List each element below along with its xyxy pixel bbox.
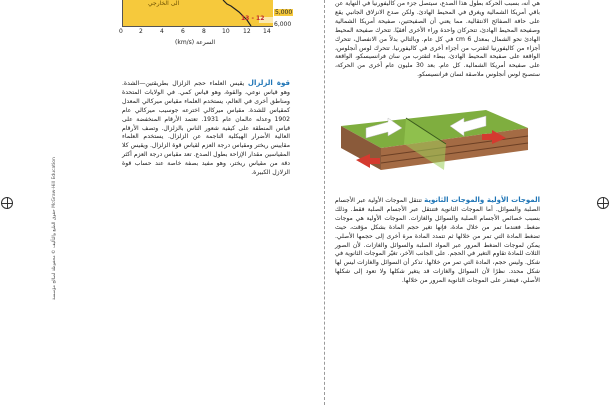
chart-curve: [123, 0, 273, 26]
x-tick: 14: [263, 28, 271, 35]
section-heading-primary-secondary-waves: الموجات الأولية والموجات الثانوية: [424, 196, 540, 204]
copyright-side-note: حقوق الطبع والتأليف © محفوظة لصالح مؤسسة McGraw-Hill Education: [52, 157, 57, 300]
left-column-paragraph: [122, 79, 290, 178]
x-tick: 6: [181, 28, 185, 35]
registration-mark-right: [597, 197, 609, 209]
column-divider: [324, 0, 325, 405]
x-tick: 10: [222, 28, 230, 35]
chart-band-label: 13 - 12: [241, 15, 265, 22]
chart-top-label: الى الخارجي: [148, 0, 180, 7]
section-heading-earthquake-magnitude: قوة الزلزال: [247, 79, 290, 87]
chart-y-label-5000: 5,000: [275, 9, 293, 16]
left-column-body: يقيس العلماء حجم الزلزال بطريقتين—الشدة. وهو قياس نوعي، والقوة، وهو قياس كمي. في الولايات المتحدة ومناطق أخرى في العالم، يستخدم العلماء مقياس ميركالي المعدل كمقياس للشدة. مقياس ميركالي اخترعه جوسيب ميركالي عام 1902 وعدله عالمان عام 1931. تعتمد الأرقام المنخفضة على قياس المنطقة على كيفية شعور الناس بالزلزال. وتصف الأرقام العالية الأضرار الهيكلية الناجمة عن الزلزال. يستخدم العلماء مقاييس ريختر ومقياس درجة العزم لقياس قوة الزلزال. ويقيس كلا المقياسين مقدار الإزاحة بطول الصدع. تعد مقياس درجة العزم أكثر دقة من مقياس ريختر، وهو مفيد بصفة خاصة عند حساب قوة الزلازل الكبيرة.: [122, 80, 290, 177]
chart-x-axis-label: (km/s) السرعة: [175, 39, 216, 46]
right-column-bottom-paragraph: [335, 196, 540, 286]
x-tick: 2: [139, 28, 143, 35]
x-tick: 0: [119, 28, 123, 35]
chart-plot: [122, 0, 273, 27]
fault-illustration: [336, 108, 532, 184]
right-column-bottom-body: تنتقل الموجات الأولية عبر الأجسام الصلبة والسوائل. أما الموجات الثانوية فتنتقل عبر الأجسام الصلبة فقط. وذلك بسبب خصائص الأجسام الصلبة والسوائل والغازات. الموجات الأولية هي موجات ضغط. فعندما تمر من خلال مادة، فإنها تغير حجم المادة بشكل مؤقت، حيث تضغط المادة التي تمر من خلالها ثم تتمدد المادة مرة أخرى إلى حجمها الأصلي. يمكن لموجات الضغط المرور عبر المواد الصلبة والسوائل والغازات. لأن الصور الثلاث للمادة تقاوم التغير في الحجم. على الجانب الآخر، تغيّر الموجات الثانوية في شكل. وليس حجم، المادة التي تمر من خلالها. تذكر أن السوائل والغازات ليس لها شكل محدد. نظرًا لأن السوائل والغازات قد يتغير شكلها ولا تعود إلى شكلها الأصلي، فيتعذر على الموجات الثانوية المرور من خلالها.: [335, 197, 540, 285]
x-tick: 12: [243, 28, 251, 35]
x-tick: 8: [202, 28, 206, 35]
right-column-top-paragraph: هي أنه، بسبب الحركة بطول هذا الصدع، سيتصل جزء من كاليفورنيا في النهاية عن باقي أمريكا الشمالية ويغرق في المحيط الهادئ. ولكن صدع الانزلاق الجانبي يقع على حافة الصفائح الانتقالية. مما يعني أن الصفيحتين، صفيحة أمريكا الشمالية وصفيحة المحيط الهادئ، تتحركان واحدة وراء الأخرى أفقيًا. تتحرك صفيحة المحيط الهادئ نحو الشمال بمعدل 6 cm في كل عام. وبالتالي بدلاً من الانفصال، تتحرك أجزاء من كاليفورنيا لتقترب من أجزاء أخرى في كاليفورنيا. تتحرك لوس أنجلوس، الواقعة على صفيحة المحيط الهادئ، ببطء لتقترب من سان فرانسيسكو، الواقعة على صفيحة أمريكا الشمالية. كل عام. بعد 30 مليون عام أخرى من الحركة، ستصبح لوس أنجلوس ملاصقة لسان فرانسيسكو.: [335, 0, 540, 79]
chart-y-label-6000: 6,000: [274, 21, 292, 28]
chart-x-ticks: [119, 28, 279, 36]
registration-mark-left: [1, 197, 13, 209]
x-tick: 4: [160, 28, 164, 35]
